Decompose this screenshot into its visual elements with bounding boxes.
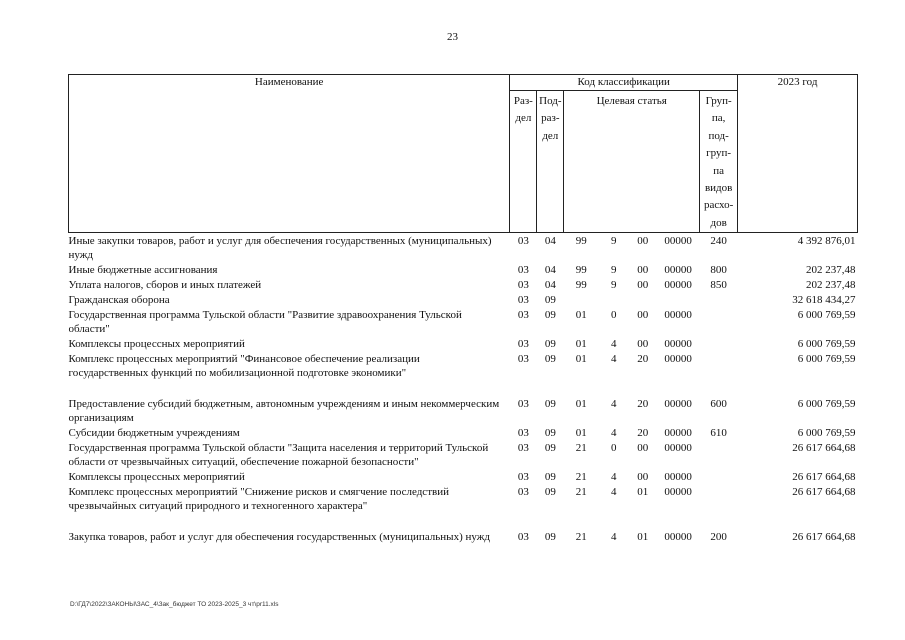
amount-2023: 6 000 769,59: [797, 309, 856, 322]
subprogram-code: [599, 292, 629, 307]
expense-type-code: 240: [710, 235, 727, 248]
row-name: Комплекс процессных мероприятий "Снижение рисков и смягчение последствий чрезвычайных ситуаций природного и техногенного характера": [68, 486, 449, 513]
section-code: 03: [517, 264, 529, 277]
subsection-code: 09: [544, 294, 556, 307]
subsection-code: 04: [544, 264, 556, 277]
section-code: 03: [517, 309, 529, 322]
event-code: 00: [637, 338, 649, 351]
amount-2023: 202 237,48: [806, 279, 856, 292]
table-row: [69, 529, 858, 544]
header-expense-group: Груп- па, под- груп- па видов расхо- дов: [700, 91, 738, 233]
amount-2023: 4 392 876,01: [797, 235, 856, 248]
direction-code: 00000: [664, 338, 692, 351]
spacer-cell: [69, 380, 858, 396]
event-code: 00: [637, 442, 649, 455]
row-name: Комплексы процессных мероприятий: [68, 338, 245, 351]
expense-type-code: [700, 440, 738, 469]
section-code: 03: [517, 338, 529, 351]
program-code: 99: [575, 235, 587, 248]
subprogram-code: 0: [610, 309, 617, 322]
budget-rows: [69, 233, 858, 545]
amount-2023: 26 617 664,68: [792, 531, 856, 544]
table-row: [69, 484, 858, 513]
table-row: [69, 351, 858, 380]
expense-type-code: 600: [710, 398, 727, 411]
direction-code: 00000: [664, 264, 692, 277]
program-code: 99: [575, 264, 587, 277]
subprogram-code: 4: [610, 486, 617, 499]
section-code: 03: [517, 398, 529, 411]
expense-type-code: 200: [710, 531, 727, 544]
subsection-code: 09: [544, 442, 556, 455]
subprogram-code: 0: [610, 442, 617, 455]
spacer-row: [69, 380, 858, 396]
row-name: Государственная программа Тульской области "Защита населения и территорий Тульской области от чрезвычайных ситуаций, обеспечение пожарной безопасности": [68, 442, 489, 469]
table-row: [69, 262, 858, 277]
event-code: 00: [637, 235, 649, 248]
direction-code: 00000: [664, 471, 692, 484]
table-row: [69, 277, 858, 292]
section-code: 03: [517, 279, 529, 292]
program-code: 99: [575, 279, 587, 292]
subsection-code: 04: [544, 279, 556, 292]
direction-code: 00000: [664, 279, 692, 292]
header-section: Раз- дел: [510, 91, 537, 233]
table-row: [69, 336, 858, 351]
subprogram-code: 4: [610, 531, 617, 544]
direction-code: 00000: [664, 309, 692, 322]
row-name: Предоставление субсидий бюджетным, автономным учреждениям и иным некоммерческим организациям: [68, 398, 500, 425]
program-code: 21: [575, 471, 587, 484]
amount-2023: 202 237,48: [806, 264, 856, 277]
program-code: 21: [575, 442, 587, 455]
row-name: Субсидии бюджетным учреждениям: [68, 427, 240, 440]
program-code: [564, 292, 599, 307]
header-year: 2023 год: [738, 75, 858, 233]
expense-type-code: 850: [710, 279, 727, 292]
row-name: Гражданская оборона: [68, 294, 170, 307]
header-name: Наименование: [69, 75, 510, 233]
table-row: [69, 440, 858, 469]
table-row: [69, 396, 858, 425]
amount-2023: 6 000 769,59: [797, 353, 856, 366]
row-name: Уплата налогов, сборов и иных платежей: [68, 279, 262, 292]
amount-2023: 26 617 664,68: [792, 486, 856, 499]
section-code: 03: [517, 486, 529, 499]
subsection-code: 09: [544, 427, 556, 440]
spacer-row: [69, 513, 858, 529]
amount-2023: 6 000 769,59: [797, 427, 856, 440]
header-subsection: Под- раз- дел: [537, 91, 564, 233]
direction-code: 00000: [664, 442, 692, 455]
program-code: 01: [575, 398, 587, 411]
subprogram-code: 4: [610, 398, 617, 411]
direction-code: 00000: [664, 427, 692, 440]
event-code: 00: [637, 264, 649, 277]
section-code: 03: [517, 531, 529, 544]
amount-2023: 6 000 769,59: [797, 338, 856, 351]
header-target-article: Целевая статья: [564, 91, 700, 233]
event-code: 00: [637, 471, 649, 484]
section-code: 03: [517, 353, 529, 366]
event-code: 00: [637, 279, 649, 292]
section-code: 03: [517, 294, 529, 307]
subsection-code: 09: [544, 471, 556, 484]
expense-type-code: [700, 484, 738, 513]
direction-code: [657, 292, 700, 307]
expense-type-code: [700, 292, 738, 307]
subsection-code: 09: [544, 531, 556, 544]
direction-code: 00000: [664, 531, 692, 544]
section-code: 03: [517, 471, 529, 484]
table-row: [69, 469, 858, 484]
row-name: Комплекс процессных мероприятий "Финансовое обеспечение реализации государственных функций по мобилизационной подготовке экономики": [68, 353, 420, 380]
subprogram-code: 9: [610, 279, 617, 292]
row-name: Иные закупки товаров, работ и услуг для обеспечения государственных (муниципальных) нужд: [68, 235, 492, 262]
direction-code: 00000: [664, 486, 692, 499]
program-code: 21: [575, 486, 587, 499]
event-code: [629, 292, 657, 307]
program-code: 01: [575, 338, 587, 351]
subprogram-code: 4: [610, 471, 617, 484]
direction-code: 00000: [664, 235, 692, 248]
subsection-code: 09: [544, 309, 556, 322]
program-code: 01: [575, 353, 587, 366]
subprogram-code: 4: [610, 353, 617, 366]
table-row: [69, 425, 858, 440]
event-code: 20: [637, 353, 649, 366]
subprogram-code: 4: [610, 338, 617, 351]
row-name: Закупка товаров, работ и услуг для обеспечения государственных (муниципальных) нужд: [68, 531, 490, 544]
program-code: 21: [575, 531, 587, 544]
table-row: [69, 292, 858, 307]
section-code: 03: [517, 235, 529, 248]
subprogram-code: 9: [610, 235, 617, 248]
table-row: [69, 307, 858, 336]
spacer-cell: [69, 513, 858, 529]
table-row: [69, 233, 858, 263]
section-code: 03: [517, 427, 529, 440]
subprogram-code: 4: [610, 427, 617, 440]
amount-2023: 32 618 434,27: [792, 294, 856, 307]
subsection-code: 09: [544, 486, 556, 499]
page-number: 23: [447, 31, 458, 43]
row-name: Комплексы процессных мероприятий: [68, 471, 245, 484]
file-path-footer: D:\ГД7\2022\ЗАКОНЫ\ЗАС_4\Зак_бюджет ТО 2023-2025_3 чт\pr11.xls: [70, 601, 279, 608]
row-name: Государственная программа Тульской области "Развитие здравоохранения Тульской области": [68, 309, 462, 336]
event-code: 00: [637, 309, 649, 322]
expense-type-code: [700, 469, 738, 484]
amount-2023: 6 000 769,59: [797, 398, 856, 411]
direction-code: 00000: [664, 353, 692, 366]
expense-type-code: 610: [710, 427, 727, 440]
expense-type-code: [700, 351, 738, 380]
subsection-code: 09: [544, 398, 556, 411]
expense-type-code: [700, 336, 738, 351]
subsection-code: 09: [544, 338, 556, 351]
amount-2023: 26 617 664,68: [792, 442, 856, 455]
row-name: Иные бюджетные ассигнования: [68, 264, 218, 277]
program-code: 01: [575, 309, 587, 322]
event-code: 20: [637, 398, 649, 411]
section-code: 03: [517, 442, 529, 455]
expense-type-code: 800: [710, 264, 727, 277]
event-code: 01: [637, 486, 649, 499]
direction-code: 00000: [664, 398, 692, 411]
budget-table: [68, 74, 858, 544]
subsection-code: 09: [544, 353, 556, 366]
event-code: 20: [637, 427, 649, 440]
subprogram-code: 9: [610, 264, 617, 277]
header-classification: Код классификации: [510, 75, 738, 91]
amount-2023: 26 617 664,68: [792, 471, 856, 484]
subsection-code: 04: [544, 235, 556, 248]
program-code: 01: [575, 427, 587, 440]
expense-type-code: [700, 307, 738, 336]
event-code: 01: [637, 531, 649, 544]
